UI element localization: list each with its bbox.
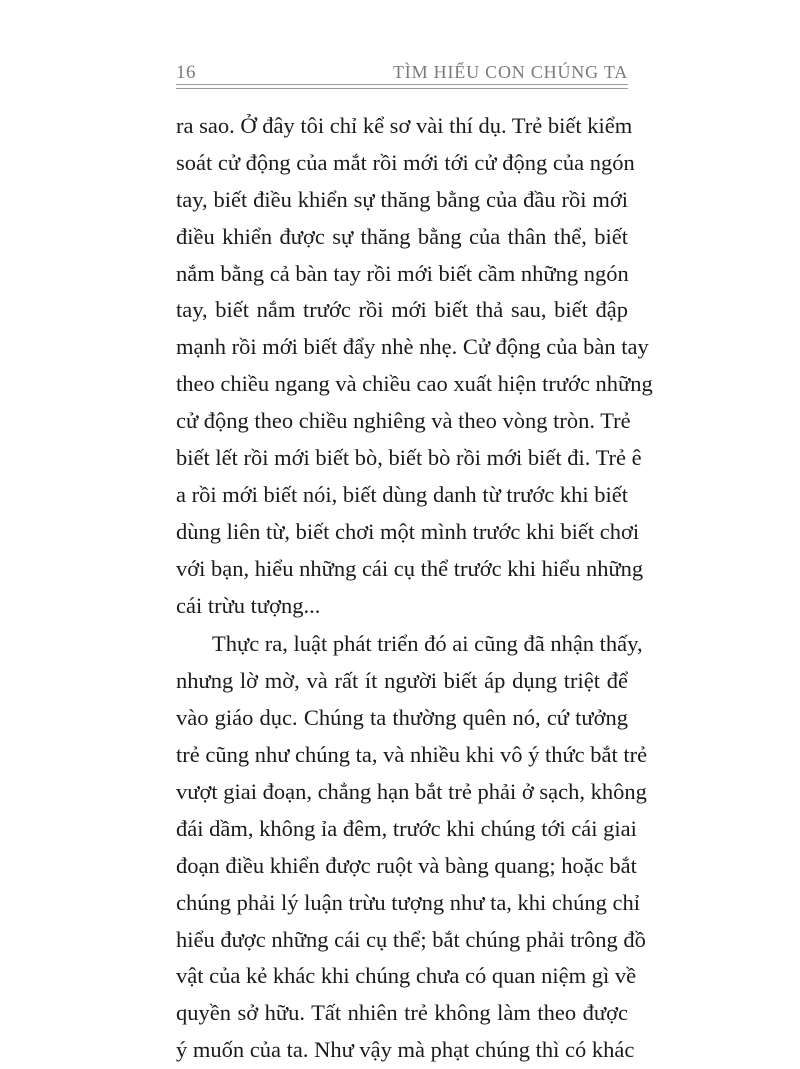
text-line: vật của kẻ khác khi chúng chưa có quan niệm gì về bbox=[176, 963, 637, 989]
header-rule bbox=[176, 84, 628, 89]
text-line: với bạn, hiểu những cái cụ thể trước khi hiểu những bbox=[176, 555, 644, 581]
text-line: ra sao. Ở đây tôi chỉ kể sơ vài thí dụ. Trẻ biết kiểm bbox=[176, 113, 633, 138]
text-line: chúng phải lý luận trừu tượng như ta, khi chúng chỉ bbox=[176, 889, 641, 915]
running-header bbox=[176, 58, 628, 86]
text-line: cái trừu tượng... bbox=[176, 592, 321, 618]
text-line: nhưng lờ mờ, và rất ít người biết áp dụng triệt để bbox=[176, 668, 628, 694]
book-title: TÌM HIỂU CON CHÚNG TA bbox=[392, 62, 628, 82]
text-line: dùng liên từ, biết chơi một mình trước khi biết chơi bbox=[176, 518, 640, 544]
text-line: tay, biết nắm trước rồi mới biết thả sau, biết đập bbox=[176, 297, 628, 323]
text-line: biết lết rồi mới biết bò, biết bò rồi mới biết đi. Trẻ ê bbox=[176, 445, 642, 471]
text-line: điều khiển được sự thăng bằng của thân thể, biết bbox=[176, 223, 628, 249]
page-number: 16 bbox=[176, 62, 196, 83]
text-line: mạnh rồi mới biết đẩy nhè nhẹ. Cử động của bàn tay bbox=[176, 334, 649, 360]
text-line: nắm bằng cả bàn tay rồi mới biết cầm những ngón bbox=[176, 260, 629, 286]
paragraph-2 bbox=[176, 626, 648, 1069]
text-line: quyền sở hữu. Tất nhiên trẻ không làm theo được bbox=[176, 1000, 628, 1026]
text-line: đái dầm, không ỉa đêm, trước khi chúng tới cái giai bbox=[176, 815, 637, 841]
text-line: ý muốn của ta. Như vậy mà phạt chúng thì có khác bbox=[176, 1037, 635, 1063]
text-line: trẻ cũng như chúng ta, và nhiều khi vô ý thức bắt trẻ bbox=[176, 742, 648, 768]
text-line: vượt giai đoạn, chẳng hạn bắt trẻ phải ở sạch, không bbox=[176, 779, 647, 805]
paragraph-1 bbox=[176, 108, 653, 624]
text-line: vào giáo dục. Chúng ta thường quên nó, cứ tưởng bbox=[176, 705, 628, 731]
text-line: hiểu được những cái cụ thể; bắt chúng phải trông đồ bbox=[176, 926, 646, 952]
text-line: tay, biết điều khiển sự thăng bằng của đầu rồi mới bbox=[176, 186, 628, 212]
text-line: đoạn điều khiển được ruột và bàng quang; hoặc bắt bbox=[176, 852, 637, 878]
text-line: a rồi mới biết nói, biết dùng danh từ trước khi biết bbox=[176, 481, 628, 507]
text-line: soát cử động của mắt rồi mới tới cử động của ngón bbox=[176, 149, 635, 175]
text-line: theo chiều ngang và chiều cao xuất hiện trước những bbox=[176, 371, 653, 397]
body-text bbox=[176, 108, 653, 1069]
text-line: cử động theo chiều nghiêng và theo vòng tròn. Trẻ bbox=[176, 408, 631, 434]
text-line: Thực ra, luật phát triển đó ai cũng đã nhận thấy, bbox=[212, 631, 643, 657]
